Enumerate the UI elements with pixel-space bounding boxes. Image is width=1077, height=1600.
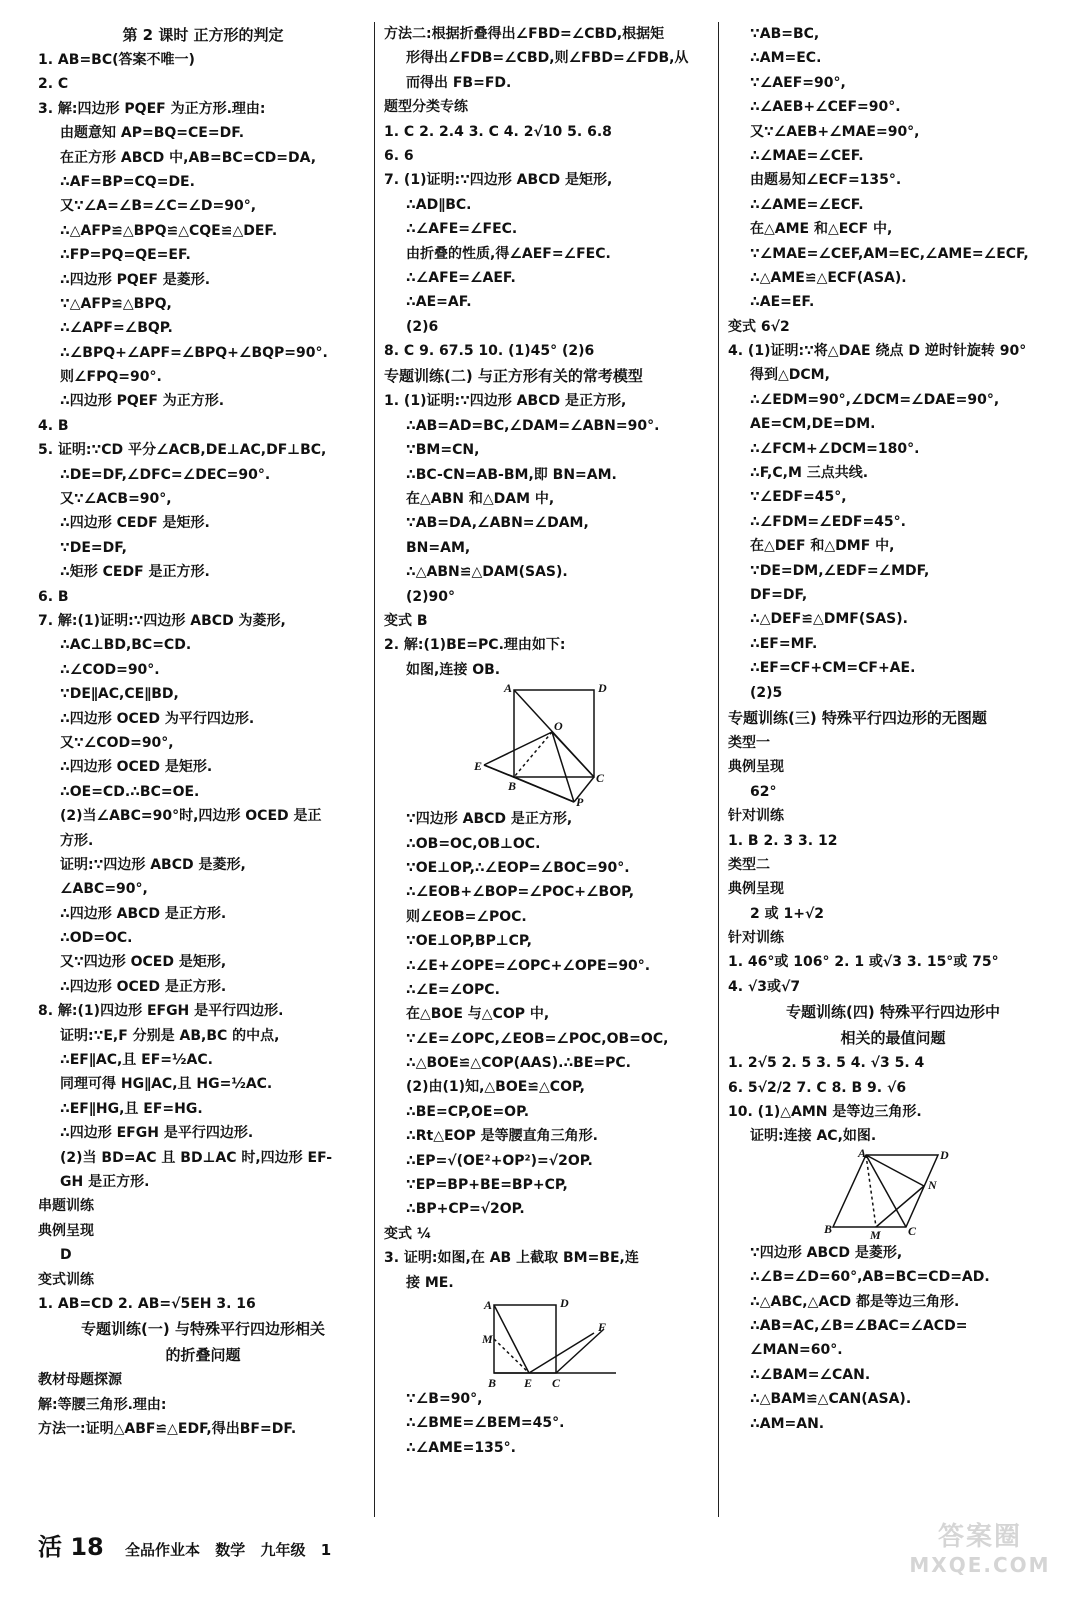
page-footer <box>38 1527 341 1562</box>
text-line: 在△BOE 与△COP 中, <box>406 1006 550 1023</box>
page-number: 活 18 <box>38 1533 104 1561</box>
text-line: 又∵∠COD=90°, <box>60 734 174 751</box>
text-line: DF=DF, <box>750 586 808 603</box>
text-line: ∴BE=CP,OE=OP. <box>406 1103 530 1120</box>
text-line: ∴四边形 OCED 为平行四边形. <box>60 710 255 727</box>
text-line: 接 ME. <box>406 1274 454 1291</box>
text-line: 同理可得 HG∥AC,且 HG=½AC. <box>60 1076 273 1093</box>
text-line: 62° <box>750 783 777 800</box>
text-line: 证明:∵四边形 ABCD 是菱形, <box>60 856 246 873</box>
text-line: ∴△ABN≌△DAM(SAS). <box>406 564 568 581</box>
text-line: 如图,连接 OB. <box>406 661 501 678</box>
text-line: ∴BC-CN=AB-BM,即 BN=AM. <box>406 466 617 483</box>
text-line: ∴AM=AN. <box>750 1415 825 1432</box>
text-line: 变式 6√2 <box>728 318 790 335</box>
text-line: 形得出∠FDB=∠CBD,则∠FBD=∠FDB,从 <box>406 50 689 67</box>
text-line: ∴AM=EC. <box>750 50 822 67</box>
text-line: ∴AD∥BC. <box>406 196 472 213</box>
text-line: 又∵四边形 OCED 是矩形, <box>60 954 227 971</box>
figure-square-abcd-me <box>384 1295 714 1387</box>
subject: 数学 <box>215 1541 246 1559</box>
text-line: ∵∠MAE=∠CEF,AM=EC,∠AME=∠ECF, <box>750 245 1029 262</box>
text-line: 则∠FPQ=90°. <box>60 369 162 386</box>
text-line: ∴∠BAM=∠CAN. <box>750 1366 871 1383</box>
figure-rhombus-abcd <box>728 1149 1058 1241</box>
fig1-label-o: O <box>554 719 563 734</box>
fig3-label-a: A <box>858 1148 867 1160</box>
fig3-label-m: M <box>870 1227 881 1241</box>
text-line: 方形. <box>60 832 94 849</box>
text-line: (2)6 <box>406 318 439 335</box>
text-line: ∴EF=CF+CM=CF+AE. <box>750 660 916 677</box>
text-line: ∴AE=EF. <box>750 294 815 311</box>
text-line: ∵∠E=∠OPC,∠EOB=∠POC,OB=OC, <box>406 1030 669 1047</box>
text-line: ∵DE∥AC,CE∥BD, <box>60 686 179 703</box>
fig1-label-d: D <box>598 682 607 696</box>
text-line: 在△AME 和△ECF 中, <box>750 221 893 238</box>
text-line: ∴AC⊥BD,BC=CD. <box>60 637 192 654</box>
text-line: ∠MAN=60°. <box>750 1342 843 1359</box>
text-line: 得到△DCM, <box>750 367 830 384</box>
text-line: ∵AB=BC, <box>750 26 820 42</box>
text-line: ∴FP=PQ=QE=EF. <box>60 247 191 264</box>
text-line: 10. (1)△AMN 是等边三角形. <box>728 1104 922 1121</box>
text-line: GH 是正方形. <box>60 1173 150 1190</box>
text-line: ∴四边形 OCED 是正方形. <box>60 978 227 995</box>
text-line: ∴BP+CP=√2OP. <box>406 1201 525 1218</box>
text-line: 1. 2√5 2. 5 3. 5 4. √3 5. 4 <box>728 1055 925 1072</box>
text-line: ∴四边形 ABCD 是正方形. <box>60 905 227 922</box>
column-2 <box>384 22 714 1460</box>
text-line: ∵∠EDF=45°, <box>750 489 847 506</box>
text-line: ∴四边形 OCED 是矩形. <box>60 759 213 776</box>
text-line: ∴△AFP≌△BPQ≌△CQE≌△DEF. <box>60 222 278 239</box>
fig1-label-a: A <box>504 682 513 696</box>
text-line: ∴∠AFE=∠FEC. <box>406 221 518 238</box>
column-1 <box>38 22 368 1441</box>
text-line: 7. 解:(1)证明:∵四边形 ABCD 为菱形, <box>38 612 286 629</box>
grade: 九年级 <box>260 1541 306 1559</box>
text-line: ∴OE=CD.∴BC=OE. <box>60 783 200 800</box>
text-line: ∴△DEF≌△DMF(SAS). <box>750 611 908 628</box>
text-line: ∴Rt△EOP 是等腰直角三角形. <box>406 1128 598 1145</box>
text-line: ∴EF∥HG,且 EF=HG. <box>60 1100 203 1117</box>
text-line: 变式训练 <box>38 1271 94 1288</box>
fig2-label-m: M <box>482 1331 493 1346</box>
text-line: 1. (1)证明:∵四边形 ABCD 是正方形, <box>384 393 627 410</box>
text-line: 类型二 <box>728 856 770 873</box>
text-line: ∴EF∥AC,且 EF=½AC. <box>60 1052 213 1069</box>
text-line: 8. 解:(1)四边形 EFGH 是平行四边形. <box>38 1003 284 1020</box>
fig2-label-f: F <box>598 1319 607 1334</box>
text-line: ∴∠MAE=∠CEF. <box>750 147 864 164</box>
text-line: 解:等腰三角形.理由: <box>38 1396 167 1413</box>
text-line: ∴∠E+∠OPE=∠OPC+∠OPE=90°. <box>406 957 651 974</box>
fig3-label-c: C <box>908 1223 917 1238</box>
column-divider-2 <box>718 22 719 1517</box>
text-line: (2)由(1)知,△BOE≌△COP, <box>406 1079 585 1096</box>
text-line: 又∵∠ACB=90°, <box>60 491 172 508</box>
text-line: 方法一:证明△ABF≌△EDF,得出BF=DF. <box>38 1421 297 1438</box>
text-line: 类型一 <box>728 734 770 751</box>
text-line: ∴∠FDM=∠EDF=45°. <box>750 513 906 530</box>
text-line: 在△ABN 和△DAM 中, <box>406 491 555 508</box>
text-line: AE=CM,DE=DM. <box>750 416 876 433</box>
text-line: ∴AB=AC,∠B=∠BAC=∠ACD= <box>750 1317 968 1334</box>
section-heading: 专题训练(三) 特殊平行四边形的无图题 <box>728 708 987 727</box>
text-line: ∴四边形 PQEF 是菱形. <box>60 271 211 288</box>
text-line: ∴∠EOB+∠BOP=∠POC+∠BOP, <box>406 884 635 901</box>
text-line: ∵AB=DA,∠ABN=∠DAM, <box>406 515 589 532</box>
text-line: 由题意知 AP=BQ=CE=DF. <box>60 125 245 142</box>
text-line: 5. 证明:∵CD 平分∠ACB,DE⊥AC,DF⊥BC, <box>38 442 327 459</box>
fig1-label-p: P <box>576 795 584 808</box>
text-line: D <box>60 1247 72 1264</box>
text-line: ∵DE=DF, <box>60 539 127 556</box>
text-line: ∴∠FCM+∠DCM=180°. <box>750 440 920 457</box>
text-line: 在正方形 ABCD 中,AB=BC=CD=DA, <box>60 149 317 166</box>
text-line: ∵BM=CN, <box>406 442 480 459</box>
text-line: ∴∠B=∠D=60°,AB=BC=CD=AD. <box>750 1269 990 1286</box>
text-line: 6. 6 <box>384 147 414 164</box>
fig1-label-c: C <box>596 771 605 786</box>
text-line: ∴∠BME=∠BEM=45°. <box>406 1415 565 1432</box>
text-line: ∴∠E=∠OPC. <box>406 981 500 998</box>
fig2-label-c: C <box>552 1375 561 1387</box>
fig1-label-b: B <box>508 779 517 794</box>
watermark <box>895 1516 1065 1592</box>
text-line: 串题训练 <box>38 1198 94 1215</box>
text-line: ∵∠B=90°, <box>406 1390 483 1407</box>
text-line: 2. C <box>38 76 69 93</box>
fig2-label-e: E <box>524 1375 533 1387</box>
text-line: ∴DE=DF,∠DFC=∠DEC=90°. <box>60 466 271 483</box>
text-line: 6. B <box>38 588 69 605</box>
text-line: 证明:∵E,F 分别是 AB,BC 的中点, <box>60 1027 280 1044</box>
text-line: ∴∠BPQ+∠APF=∠BPQ+∠BQP=90°. <box>60 344 328 361</box>
text-line: 4. √3或√7 <box>728 978 801 995</box>
text-line: 8. C 9. 67.5 10. (1)45° (2)6 <box>384 343 595 360</box>
text-line: ∴OD=OC. <box>60 930 133 947</box>
section-heading-cont: 的折叠问题 <box>165 1346 241 1365</box>
text-line: 则∠EOB=∠POC. <box>406 908 527 925</box>
column-divider-1 <box>374 22 375 1517</box>
section-heading: 专题训练(四) 特殊平行四边形中 <box>786 1003 1000 1022</box>
text-line: 方法二:根据折叠得出∠FBD=∠CBD,根据矩 <box>384 26 665 42</box>
text-line: 3. 证明:如图,在 AB 上截取 BM=BE,连 <box>384 1250 639 1267</box>
text-line: 又∵∠A=∠B=∠C=∠D=90°, <box>60 198 257 215</box>
text-line: BN=AM, <box>406 539 471 556</box>
text-line: 1. B 2. 3 3. 12 <box>728 832 838 849</box>
book-title: 全品作业本 <box>125 1541 201 1559</box>
text-line: ∵OE⊥OP,BP⊥CP, <box>406 933 532 950</box>
text-line: ∴四边形 CEDF 是矩形. <box>60 515 210 532</box>
text-line: ∴AF=BP=CQ=DE. <box>60 173 195 190</box>
text-line: 6. 5√2/2 7. C 8. B 9. √6 <box>728 1079 907 1096</box>
text-line: ∴△ABC,△ACD 都是等边三角形. <box>750 1293 960 1310</box>
text-line: 又∵∠AEB+∠MAE=90°, <box>750 123 920 140</box>
text-line: ∴EP=√(OE²+OP²)=√2OP. <box>406 1152 593 1169</box>
text-line: 教材母题探源 <box>38 1372 122 1389</box>
text-line: ∵△AFP≌△BPQ, <box>60 295 172 312</box>
text-line: 变式 B <box>384 612 428 629</box>
text-line: ∴AE=AF. <box>406 294 472 311</box>
text-line: ∴△BAM≌△CAN(ASA). <box>750 1391 912 1408</box>
fig3-label-b: B <box>824 1221 833 1236</box>
text-line: ∴四边形 EFGH 是平行四边形. <box>60 1125 254 1142</box>
text-line: 典例呈现 <box>38 1222 94 1239</box>
text-line: 由题易知∠ECF=135°. <box>750 172 902 189</box>
text-line: 2 或 1+√2 <box>750 905 825 922</box>
text-line: (2)90° <box>406 588 456 605</box>
fig2-label-d: D <box>560 1295 569 1310</box>
text-line: ∴F,C,M 三点共线. <box>750 465 869 482</box>
text-line: 1. AB=BC(答案不唯一) <box>38 52 195 68</box>
text-line: 由折叠的性质,得∠AEF=∠FEC. <box>406 245 611 262</box>
section-heading: 专题训练(二) 与正方形有关的常考模型 <box>384 367 643 386</box>
text-line: (2)5 <box>750 684 783 701</box>
text-line: ∴EF=MF. <box>750 635 818 652</box>
text-line: ∴△AME≌△ECF(ASA). <box>750 269 907 286</box>
text-line: ∠ABC=90°, <box>60 881 148 898</box>
text-line: ∵四边形 ABCD 是正方形, <box>406 811 573 828</box>
text-line: ∴∠AEB+∠CEF=90°. <box>750 99 901 116</box>
text-line: 在△DEF 和△DMF 中, <box>750 538 895 555</box>
text-line: 典例呈现 <box>728 881 784 898</box>
text-line: 2. 解:(1)BE=PC.理由如下: <box>384 637 566 654</box>
text-line: 3. 解:四边形 PQEF 为正方形.理由: <box>38 100 266 117</box>
fig2-label-b: B <box>488 1375 497 1387</box>
text-line: 4. B <box>38 417 69 434</box>
section-title: 第 2 课时 正方形的判定 <box>122 26 284 44</box>
text-line: 4. (1)证明:∵将△DAE 绕点 D 逆时针旋转 90° <box>728 343 1027 360</box>
text-line: ∵∠AEF=90°, <box>750 74 846 91</box>
text-line: 题型分类专练 <box>384 99 468 116</box>
text-line: ∴四边形 PQEF 为正方形. <box>60 393 225 410</box>
section-heading: 专题训练(一) 与特殊平行四边形相关 <box>81 1320 325 1339</box>
text-line: ∴∠AME=∠ECF. <box>750 196 864 213</box>
section-heading-cont: 相关的最值问题 <box>840 1029 946 1048</box>
fig1-label-e: E <box>474 759 483 774</box>
fig2-label-a: A <box>484 1297 493 1312</box>
text-line: ∴∠EDM=90°,∠DCM=∠DAE=90°, <box>750 391 1000 408</box>
figure-square-abcd-op <box>384 682 714 807</box>
column-3 <box>728 22 1058 1436</box>
text-line: ∴∠APF=∠BQP. <box>60 320 173 337</box>
watermark-url: MXQE.COM <box>909 1553 1051 1577</box>
text-line: ∵四边形 ABCD 是菱形, <box>750 1244 903 1261</box>
text-line: 变式 ¼ <box>384 1225 432 1242</box>
fig3-label-n: N <box>928 1177 937 1192</box>
text-line: 7. (1)证明:∵四边形 ABCD 是矩形, <box>384 172 613 189</box>
text-line: ∴∠AFE=∠AEF. <box>406 269 516 286</box>
text-line: 1. C 2. 2.4 3. C 4. 2√10 5. 6.8 <box>384 123 612 140</box>
text-line: (2)当 BD=AC 且 BD⊥AC 时,四边形 EF- <box>60 1149 333 1166</box>
text-line: ∴AB=AD=BC,∠DAM=∠ABN=90°. <box>406 417 660 434</box>
text-line: 典例呈现 <box>728 759 784 776</box>
text-line: ∴∠AME=135°. <box>406 1439 516 1456</box>
text-line: (2)当∠ABC=90°时,四边形 OCED 是正 <box>60 808 322 825</box>
text-line: 而得出 FB=FD. <box>406 74 512 91</box>
text-line: ∵OE⊥OP,∴∠EOP=∠BOC=90°. <box>406 859 630 876</box>
text-line: ∵DE=DM,∠EDF=∠MDF, <box>750 562 930 579</box>
text-line: ∴OB=OC,OB⊥OC. <box>406 835 541 852</box>
text-line: 针对训练 <box>728 808 784 825</box>
volume: 1 <box>320 1541 332 1559</box>
text-line: ∴∠COD=90°. <box>60 661 160 678</box>
text-line: ∴△BOE≌△COP(AAS).∴BE=PC. <box>406 1055 632 1072</box>
text-line: 针对训练 <box>728 930 784 947</box>
text-line: 1. 46°或 106° 2. 1 或√3 3. 15°或 75° <box>728 954 999 971</box>
text-line: 1. AB=CD 2. AB=√5EH 3. 16 <box>38 1295 256 1312</box>
text-line: ∴矩形 CEDF 是正方形. <box>60 564 210 581</box>
fig3-label-d: D <box>940 1148 949 1162</box>
watermark-text: 答案圈 <box>937 1522 1022 1552</box>
text-line: ∵EP=BP+BE=BP+CP, <box>406 1177 568 1194</box>
text-line: 证明:连接 AC,如图. <box>750 1128 877 1145</box>
